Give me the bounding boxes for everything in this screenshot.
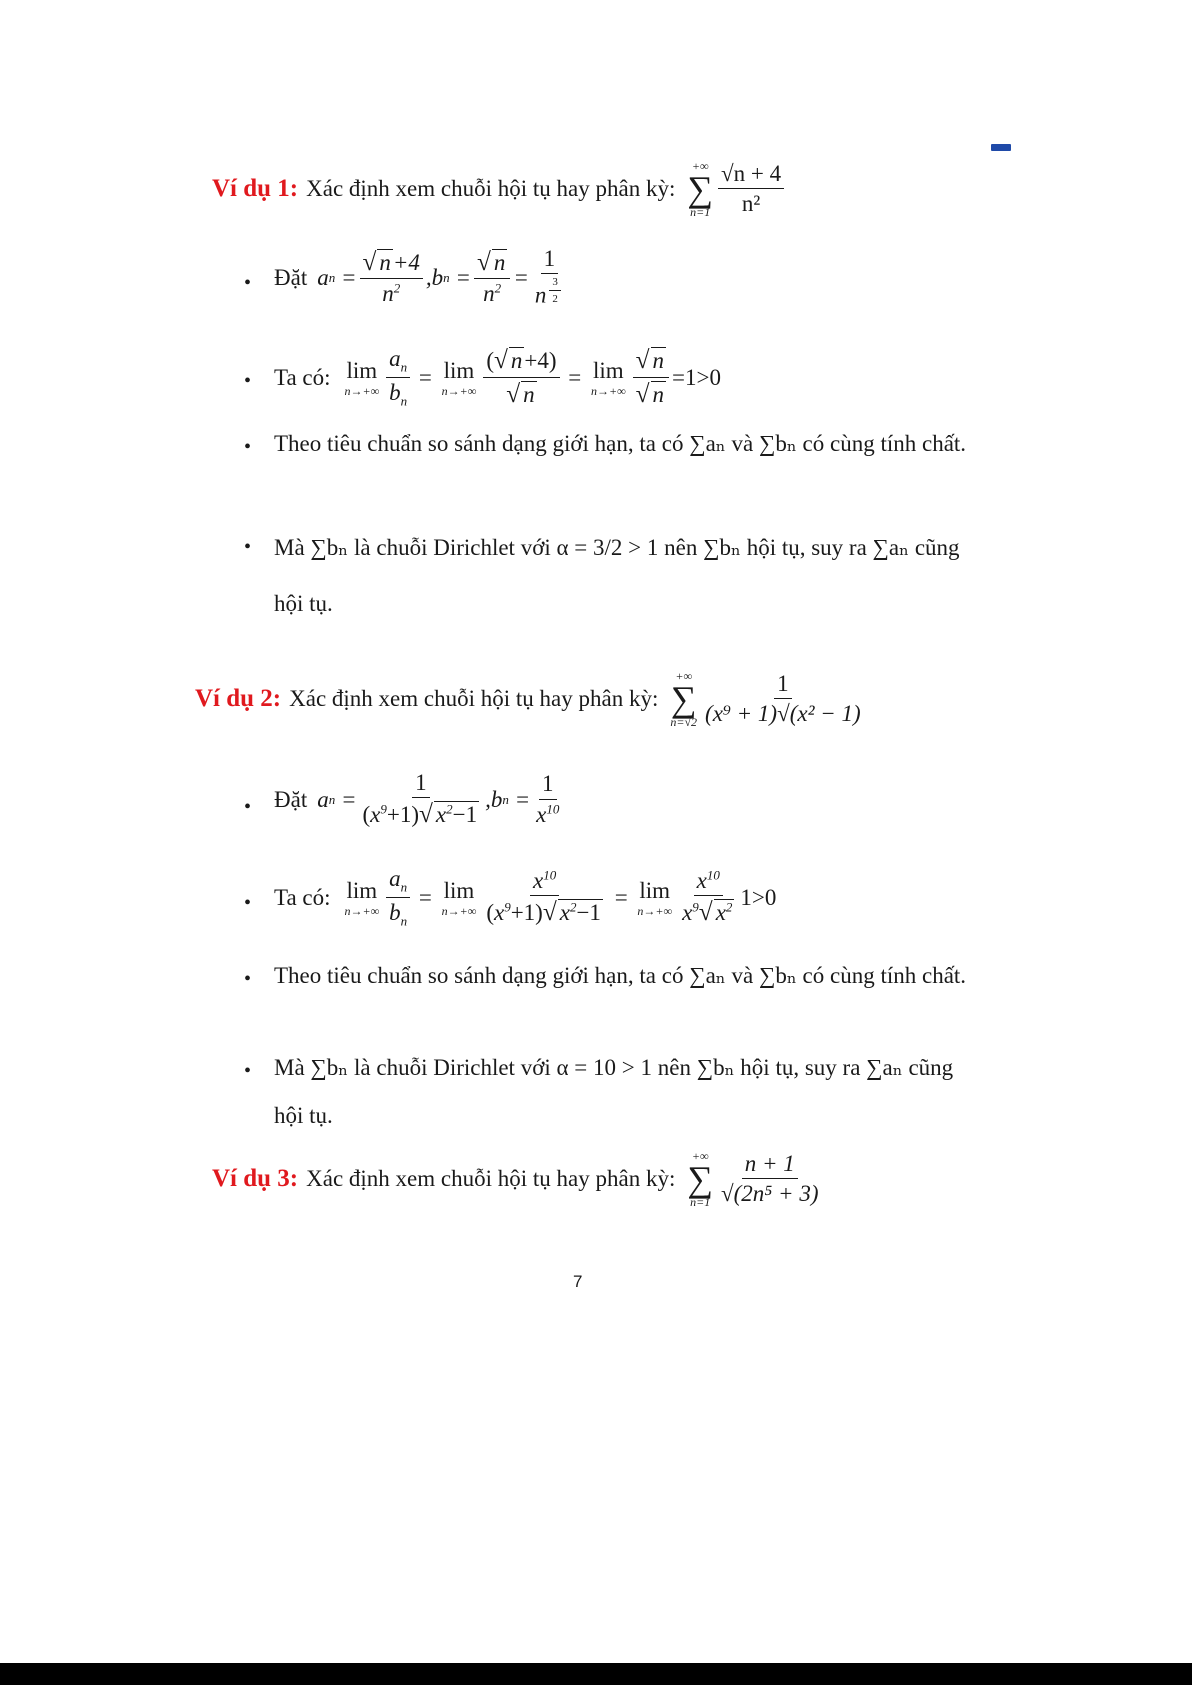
bullet-lead: Đặt — [274, 786, 308, 812]
example-1-define-formula: a n = $\frac{√ n+4}{n^2}$ ,b n = $\frac{√ n}{n^2}$ = 1 n $^{\frac{3}{2}}$ — [317, 246, 570, 309]
series-numerator: n + 1 — [742, 1151, 798, 1179]
example-2-series — [668, 670, 866, 728]
example-3-title: Ví dụ 3: — [212, 1165, 299, 1193]
example-1-bullet-4: Mà ∑bₙ là chuỗi Dirichlet với α = 3/2 > 1 nên ∑bₙ hội tụ, suy ra ∑aₙ cũng hội tụ. — [274, 535, 960, 616]
bullet-dot: • — [244, 370, 252, 392]
sum-lower-limit: n=1 — [690, 205, 711, 220]
example-2-define-formula: a n = $\frac{1}{(x^9+1)√ x^2-1}$ ,b n = $\frac{1}{x^{10}}$ — [317, 770, 560, 829]
bullet-lead: Ta có: — [274, 364, 331, 390]
example-2-bullet-4: Mà ∑bₙ là chuỗi Dirichlet với α = 10 > 1 nên ∑bₙ hội tụ, suy ra ∑aₙ cũng hội tụ. — [274, 1055, 954, 1128]
example-2-bullet-2 — [274, 866, 776, 929]
page-corner-marker — [991, 144, 1011, 151]
example-1-sum-symbol: +∞ ∑ n=1 — [687, 159, 714, 220]
bullet-lead: Đặt — [274, 264, 308, 290]
bullet-dot: • — [244, 436, 252, 458]
page-number: 7 — [573, 1272, 583, 1291]
example-3-heading — [212, 1150, 824, 1208]
bullet-dot: • — [244, 1060, 252, 1082]
example-2-title: Ví dụ 2: — [195, 685, 282, 713]
example-2-heading — [195, 670, 867, 728]
series-denominator: (x⁹ + 1)√(x² − 1) — [705, 701, 861, 727]
example-1-bullet-2 — [274, 346, 721, 409]
example-1-limit-formula: lim n→+∞ $\frac{a_n}{b_n}$ = lim n→+∞ $\frac{(√ n+4)}{√ n}$ = lim n→+∞ $\frac{√ n}{√ n}$ =1>0 — [344, 346, 721, 409]
example-2-sum-symbol: +∞ ∑ n=√2 — [670, 669, 698, 730]
example-1-series-fraction — [718, 161, 784, 218]
example-2-bullet-3: Theo tiêu chuẩn so sánh dạng giới hạn, ta có ∑aₙ và ∑bₙ có cùng tính chất. — [274, 963, 967, 988]
example-3-prompt: Xác định xem chuỗi hội tụ hay phân kỳ: — [306, 1166, 676, 1192]
example-1-series — [685, 160, 787, 218]
bullet-lead: Ta có: — [274, 884, 331, 910]
example-1-heading — [212, 160, 787, 218]
example-1-prompt: Xác định xem chuỗi hội tụ hay phân kỳ: — [306, 176, 676, 202]
sum-lower-limit: n=√2 — [670, 715, 698, 730]
bottom-border-bar — [0, 1663, 1192, 1685]
series-numerator: 1 — [774, 671, 792, 699]
example-1-bullet-1 — [274, 246, 570, 309]
sum-lower-limit: n=1 — [690, 1195, 711, 1210]
example-3-series-fraction — [718, 1151, 821, 1208]
bullet-dot: • — [244, 968, 252, 990]
example-1-title: Ví dụ 1: — [212, 175, 299, 203]
bullet-dot: • — [244, 892, 252, 914]
example-2-bullet-1 — [274, 770, 565, 830]
series-numerator: √n + 4 — [718, 161, 784, 189]
example-2-prompt: Xác định xem chuỗi hội tụ hay phân kỳ: — [289, 686, 659, 712]
example-3-sum-symbol: +∞ ∑ n=1 — [687, 1149, 714, 1210]
sum-upper-limit: +∞ — [691, 159, 709, 173]
bullet-dot: • — [244, 536, 252, 558]
sum-upper-limit: +∞ — [675, 669, 693, 683]
sum-upper-limit: +∞ — [691, 1149, 709, 1163]
example-2-limit-formula: lim n→+∞ $\frac{a_n}{b_n}$ = lim n→+∞ $\frac{x^{10}}{(x^9+1)√ x^2-1}$ = lim n→+∞ $\frac{x^{10}}{x^9√ x^2}$ 1>0 — [344, 866, 777, 929]
bullet-dot: • — [244, 272, 252, 294]
series-denominator: n² — [741, 191, 761, 217]
example-1-bullet-3: Theo tiêu chuẩn so sánh dạng giới hạn, ta có ∑aₙ và ∑bₙ có cùng tính chất. — [274, 431, 967, 456]
series-denominator: √(2n⁵ + 3) — [721, 1181, 819, 1207]
example-2-series-fraction — [702, 671, 864, 728]
bullet-dot: • — [244, 796, 252, 818]
example-3-series — [685, 1150, 824, 1208]
